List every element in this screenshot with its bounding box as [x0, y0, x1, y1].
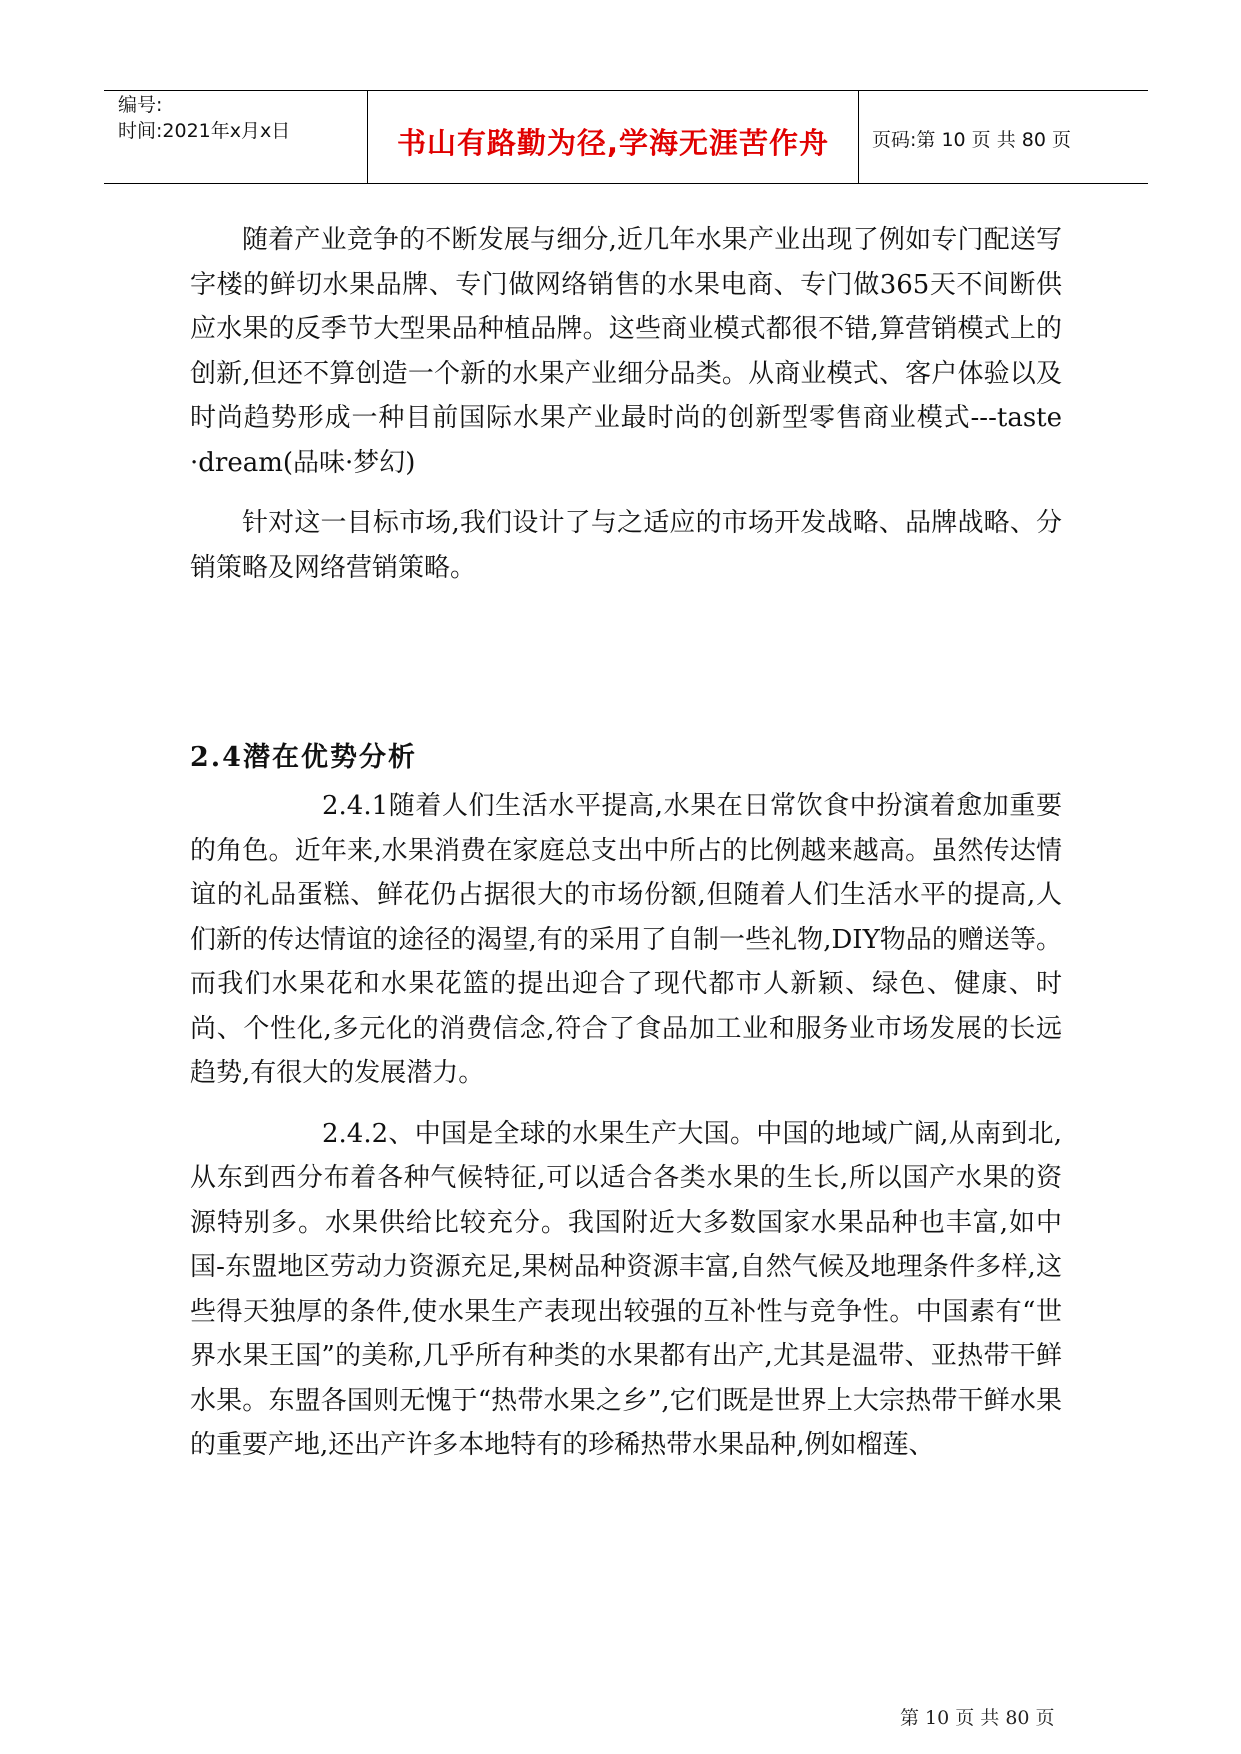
- paragraph: 随着产业竞争的不断发展与细分,近几年水果产业出现了例如专门配送写字楼的鲜切水果品牌、专门做网络销售的水果电商、专门做365天不间断供应水果的反季节大型果品种植品牌。这些商业模式都很不错,算营销模式上的创新,但还不算创造一个新的水果产业细分品类。从商业模式、客户体验以及时尚趋势形成一种目前国际水果产业最时尚的创新型零售商业模式---taste ·dream(品味·梦幻): [190, 225, 1062, 478]
- document-header: [104, 90, 1148, 184]
- paragraph: 针对这一目标市场,我们设计了与之适应的市场开发战略、品牌战略、分销策略及网络营销策略。: [190, 508, 1062, 583]
- header-page-cell: [860, 91, 1148, 183]
- page-footer: 第 10 页 共 80 页: [900, 1707, 1055, 1729]
- page-info: 页码:第 10 页 共 80 页: [872, 129, 1071, 151]
- header-motto-cell: [368, 91, 859, 183]
- document-body: [190, 218, 1062, 1468]
- number-label: 编号:: [118, 94, 163, 116]
- section-heading: 2.4潜在优势分析: [190, 742, 417, 773]
- paragraph: 2.4.1随着人们生活水平提高,水果在日常饮食中扮演着愈加重要的角色。近年来,水果消费在家庭总支出中所占的比例越来越高。虽然传达情谊的礼品蛋糕、鲜花仍占据很大的市场份额,但随着人们生活水平的提高,人们新的传达情谊的途径的渴望,有的采用了自制一些礼物,DIY物品的赠送等。而我们水果花和水果花篮的提出迎合了现代都市人新颖、绿色、健康、时尚、个性化,多元化的消费信念,符合了食品加工业和服务业市场发展的长远趋势,有很大的发展潜力。: [190, 791, 1062, 1088]
- motto: 书山有路勤为径,学海无涯苦作舟: [396, 126, 830, 160]
- header-meta-cell: [104, 91, 368, 183]
- paragraph: 2.4.2、中国是全球的水果生产大国。中国的地域广阔,从南到北,从东到西分布着各种气候特征,可以适合各类水果的生长,所以国产水果的资源特别多。水果供给比较充分。我国附近大多数国家水果品种也丰富,如中国-东盟地区劳动力资源充足,果树品种资源丰富,自然气候及地理条件多样,这些得天独厚的条件,使水果生产表现出较强的互补性与竞争性。中国素有“世界水果王国”的美称,几乎所有种类的水果都有出产,尤其是温带、亚热带干鲜水果。东盟各国则无愧于“热带水果之乡”,它们既是世界上大宗热带干鲜水果的重要产地,还出产许多本地特有的珍稀热带水果品种,例如榴莲、: [190, 1118, 1062, 1460]
- time-label: 时间:2021年x月x日: [118, 120, 291, 142]
